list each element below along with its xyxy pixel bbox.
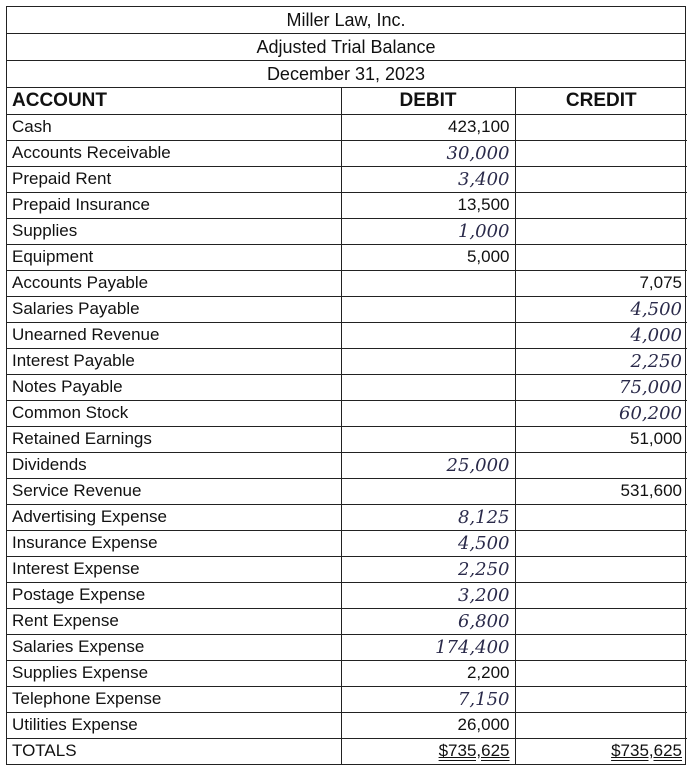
debit-amount xyxy=(341,478,515,504)
report-title: Adjusted Trial Balance xyxy=(7,34,685,61)
account-name: Interest Payable xyxy=(7,348,341,374)
account-name: Prepaid Rent xyxy=(7,166,341,192)
debit-amount: 26,000 xyxy=(341,712,515,738)
debit-amount: 1,000 xyxy=(341,218,515,244)
table-row xyxy=(7,608,687,634)
account-name: Unearned Revenue xyxy=(7,322,341,348)
account-rows xyxy=(7,114,687,738)
debit-amount xyxy=(341,374,515,400)
credit-amount xyxy=(515,452,687,478)
account-name: Dividends xyxy=(7,452,341,478)
account-name: Insurance Expense xyxy=(7,530,341,556)
table-row xyxy=(7,192,687,218)
trial-balance-sheet xyxy=(6,6,686,765)
table-row xyxy=(7,270,687,296)
credit-amount: 75,000 xyxy=(515,374,687,400)
debit-amount: 2,250 xyxy=(341,556,515,582)
debit-amount: 8,125 xyxy=(341,504,515,530)
account-name: Accounts Receivable xyxy=(7,140,341,166)
debit-amount: 3,200 xyxy=(341,582,515,608)
table-row xyxy=(7,504,687,530)
account-name: Retained Earnings xyxy=(7,426,341,452)
debit-amount xyxy=(341,348,515,374)
debit-total: $735,625 xyxy=(438,741,510,761)
credit-amount xyxy=(515,244,687,270)
account-name: Service Revenue xyxy=(7,478,341,504)
account-name: Common Stock xyxy=(7,400,341,426)
debit-amount xyxy=(341,426,515,452)
table-row xyxy=(7,348,687,374)
credit-amount xyxy=(515,530,687,556)
debit-column-header: DEBIT xyxy=(341,88,515,114)
credit-amount xyxy=(515,686,687,712)
credit-amount xyxy=(515,712,687,738)
column-header-row xyxy=(7,88,687,114)
trial-balance-table xyxy=(7,88,687,764)
account-name: Equipment xyxy=(7,244,341,270)
table-row xyxy=(7,400,687,426)
credit-amount xyxy=(515,192,687,218)
debit-amount xyxy=(341,400,515,426)
company-name: Miller Law, Inc. xyxy=(7,7,685,34)
credit-amount xyxy=(515,504,687,530)
debit-amount: 423,100 xyxy=(341,114,515,140)
credit-amount xyxy=(515,140,687,166)
credit-total: $735,625 xyxy=(611,741,682,761)
credit-column-header: CREDIT xyxy=(515,88,687,114)
debit-amount xyxy=(341,296,515,322)
debit-amount: 6,800 xyxy=(341,608,515,634)
totals-label: TOTALS xyxy=(7,738,341,764)
credit-amount xyxy=(515,634,687,660)
account-name: Notes Payable xyxy=(7,374,341,400)
table-row xyxy=(7,374,687,400)
account-name: Rent Expense xyxy=(7,608,341,634)
debit-amount: 174,400 xyxy=(341,634,515,660)
account-name: Salaries Expense xyxy=(7,634,341,660)
table-row xyxy=(7,452,687,478)
account-name: Postage Expense xyxy=(7,582,341,608)
debit-amount: 3,400 xyxy=(341,166,515,192)
account-name: Interest Expense xyxy=(7,556,341,582)
account-name: Utilities Expense xyxy=(7,712,341,738)
account-name: Supplies Expense xyxy=(7,660,341,686)
table-row xyxy=(7,426,687,452)
table-row xyxy=(7,582,687,608)
debit-amount: 5,000 xyxy=(341,244,515,270)
credit-amount: 531,600 xyxy=(515,478,687,504)
account-name: Salaries Payable xyxy=(7,296,341,322)
debit-amount: 30,000 xyxy=(341,140,515,166)
debit-amount xyxy=(341,270,515,296)
credit-amount: 4,500 xyxy=(515,296,687,322)
account-name: Advertising Expense xyxy=(7,504,341,530)
table-row xyxy=(7,114,687,140)
table-row xyxy=(7,244,687,270)
account-name: Accounts Payable xyxy=(7,270,341,296)
table-row xyxy=(7,686,687,712)
table-row xyxy=(7,140,687,166)
credit-amount xyxy=(515,114,687,140)
debit-amount xyxy=(341,322,515,348)
credit-amount: 60,200 xyxy=(515,400,687,426)
credit-amount xyxy=(515,556,687,582)
credit-amount xyxy=(515,218,687,244)
credit-amount: 4,000 xyxy=(515,322,687,348)
table-row xyxy=(7,634,687,660)
table-row xyxy=(7,712,687,738)
account-name: Telephone Expense xyxy=(7,686,341,712)
credit-amount xyxy=(515,660,687,686)
table-row xyxy=(7,660,687,686)
credit-amount xyxy=(515,608,687,634)
credit-amount: 7,075 xyxy=(515,270,687,296)
debit-amount: 13,500 xyxy=(341,192,515,218)
account-name: Prepaid Insurance xyxy=(7,192,341,218)
credit-amount: 2,250 xyxy=(515,348,687,374)
account-column-header: ACCOUNT xyxy=(7,88,341,114)
account-name: Supplies xyxy=(7,218,341,244)
table-row xyxy=(7,478,687,504)
report-date: December 31, 2023 xyxy=(7,61,685,88)
debit-amount: 2,200 xyxy=(341,660,515,686)
table-row xyxy=(7,166,687,192)
table-row xyxy=(7,530,687,556)
account-name: Cash xyxy=(7,114,341,140)
table-row xyxy=(7,296,687,322)
table-row xyxy=(7,556,687,582)
debit-amount: 7,150 xyxy=(341,686,515,712)
credit-amount: 51,000 xyxy=(515,426,687,452)
credit-amount xyxy=(515,582,687,608)
table-row xyxy=(7,322,687,348)
debit-amount: 4,500 xyxy=(341,530,515,556)
credit-amount xyxy=(515,166,687,192)
debit-amount: 25,000 xyxy=(341,452,515,478)
totals-row xyxy=(7,738,687,764)
table-row xyxy=(7,218,687,244)
